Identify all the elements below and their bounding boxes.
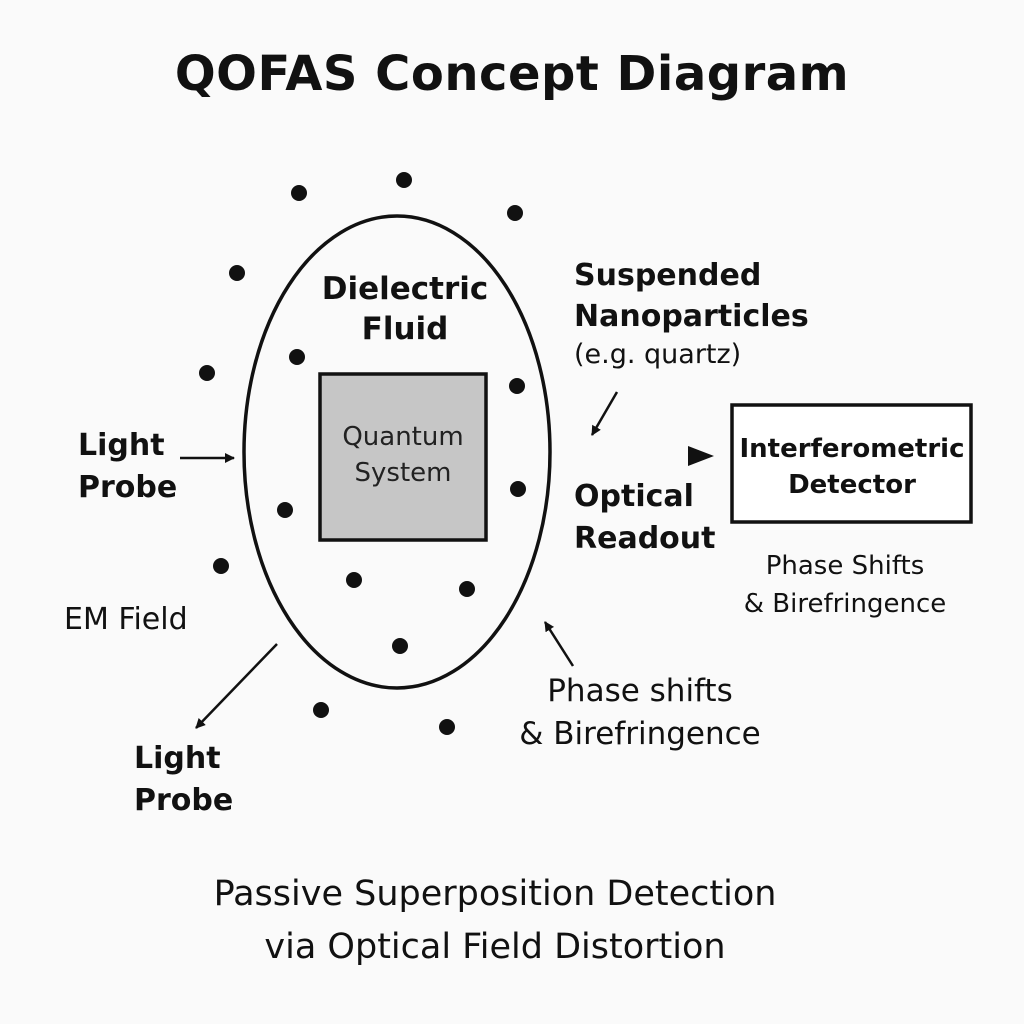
nanoparticle-dot xyxy=(510,481,526,497)
phase-shifts-line: & Birefringence xyxy=(519,716,761,753)
nanoparticle-dot xyxy=(396,172,412,188)
quantum-system-line: Quantum xyxy=(342,422,464,452)
light-probe-line: Light xyxy=(134,741,221,776)
caption-line: via Optical Field Distortion xyxy=(264,926,726,967)
light-probe-line: Probe xyxy=(78,470,178,505)
light-probe-line: Probe xyxy=(134,783,234,818)
nanoparticle-dot xyxy=(277,502,293,518)
suspended-nanoparticles-line: Nanoparticles xyxy=(574,298,809,334)
nanoparticle-dot xyxy=(229,265,245,281)
phase-shifts-line: Phase shifts xyxy=(547,673,733,709)
light-probe-left-label xyxy=(78,425,177,509)
detector-line: Detector xyxy=(788,470,916,501)
nanoparticle-dot xyxy=(392,638,408,654)
nanoparticle-dot xyxy=(346,572,362,588)
detector-line: Interferometric xyxy=(739,434,965,464)
optical-readout-line: Readout xyxy=(574,521,716,556)
nanoparticle-pointer-arrow xyxy=(592,392,617,435)
detector-note-label xyxy=(730,548,960,623)
nanoparticle-dot xyxy=(507,205,523,221)
nanoparticle-dot xyxy=(509,378,525,394)
nanoparticle-dot xyxy=(459,581,475,597)
quantum-system-line: System xyxy=(354,458,452,489)
optical-readout-label xyxy=(574,476,715,560)
dielectric-fluid-line: Dielectric xyxy=(321,271,489,307)
suspended-nanoparticles-line: Suspended xyxy=(574,258,762,293)
suspended-nanoparticles-label xyxy=(574,256,809,373)
dielectric-fluid-label xyxy=(290,270,520,349)
nanoparticle-dot xyxy=(313,702,329,718)
phase-shifts-pointer-arrow xyxy=(545,622,573,666)
nanoparticle-dot xyxy=(289,349,305,365)
phase-shifts-label xyxy=(480,670,800,757)
page-title: QOFAS Concept Diagram xyxy=(174,46,850,102)
em-field-label: EM Field xyxy=(64,602,188,637)
light-probe-bottom-label xyxy=(134,738,233,822)
nanoparticle-dot xyxy=(439,719,455,735)
nanoparticle-dot xyxy=(199,365,215,381)
dielectric-fluid-line: Fluid xyxy=(361,310,449,347)
nanoparticle-example-text: (e.g. quartz) xyxy=(574,339,742,370)
quantum-system-label xyxy=(320,419,486,492)
nanoparticle-dot xyxy=(291,185,307,201)
diagram-caption xyxy=(0,868,990,973)
light-probe-line: Light xyxy=(78,428,165,463)
caption-line: Passive Superposition Detection xyxy=(213,874,777,914)
light-probe-bottom-arrow xyxy=(196,644,277,728)
detector-note-line: & Birefringence xyxy=(743,588,947,619)
optical-readout-line: Optical xyxy=(574,479,694,514)
interferometric-detector-label xyxy=(732,431,972,504)
nanoparticle-dot xyxy=(213,558,229,574)
detector-note-line: Phase Shifts xyxy=(765,551,925,581)
